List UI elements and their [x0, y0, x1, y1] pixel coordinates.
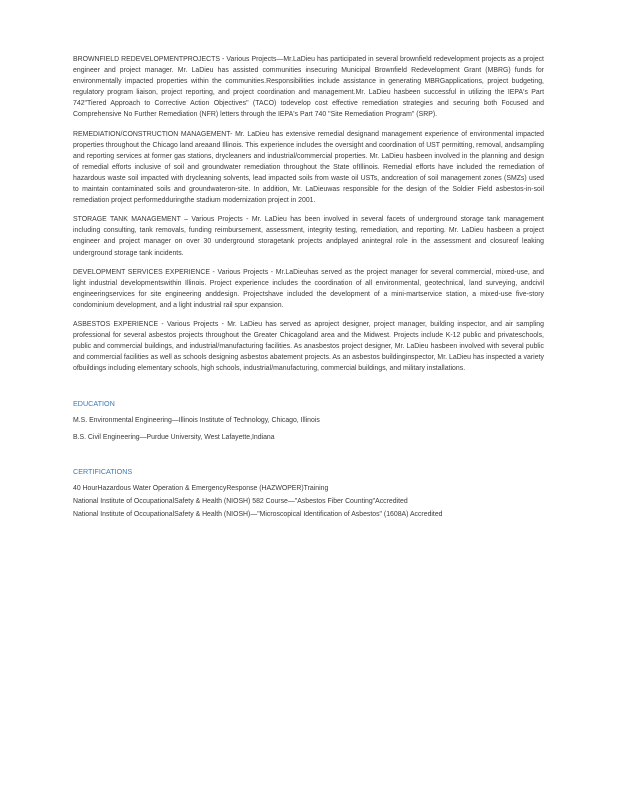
certifications-heading: CERTIFICATIONS [73, 466, 133, 476]
asbestos-paragraph: ASBESTOS EXPERIENCE - Various Projects - Mr. LaDieu has served as aproject designer, project manager, building inspector, and air sampling professional for several asbestos projects throughout the Greater Chicagoland area and the Midwest. Projects include K-12 public and privateschools, public and commercial buildings, and industrial/manufacturing facilities. As anasbestos project designer, Mr. LaDieu hasbeen involved with several public and commercial facilities as well as schools designing asbestos abatement projects. As an asbestos buildinginspector, Mr. LaDieu has inspected a variety ofbuildings including elementary schools, high schools, industrial/manufacturing, commercial buildings, and military installations. [73, 320, 544, 373]
experience-section [73, 54, 544, 374]
storage-tank-paragraph: STORAGE TANK MANAGEMENT – Various Projects - Mr. LaDieu has been involved in several facets of underground storage tank management including consulting, tank removals, funding reimbursement, assessment, integrity testing, remediation, and reporting. Mr. LaDieu hasbeen a project engineer and project manager on over 30 underground storagetank projects andplayed anintegral role in the assessment and closureof leaking underground storage tank incidents. [73, 216, 544, 257]
education-item-bs: B.S. Civil Engineering—Purdue University, West Lafayette,Indiana [73, 433, 275, 441]
certification-item-niosh-582: National Institute of OccupationalSafety & Health (NIOSH) 582 Course—"Asbestos Fiber Counting"Accredited [73, 498, 408, 506]
development-services-paragraph: DEVELOPMENT SERVICES EXPERIENCE - Various Projects - Mr.LaDieuhas served as the project manager for several commercial, mixed-use, and light industrial developmentswithin Illinois. Project experience includes the coordination of all environmental, geotechnical, land surveying, andcivil engineeringservices for site engineering anddesign. Projectshave included the development of a mini-martservice station, a mixed-use five-story condominium development, and a light industrial rail spur expansion. [73, 268, 544, 309]
remediation-paragraph: REMEDIATION/CONSTRUCTION MANAGEMENT- Mr. LaDieu has extensive remedial designand management experience of environmental impacted properties throughout the Chicago land areaand Illinois. This experience includes the oversight and coordination of UST permitting, removal, andsampling and reporting services at former gas stations, drycleaners and industrial/commercial properties. Mr. LaDieu hasbeen involved in the planning and design of remedial efforts inclusive of soil and groundwater remediation throughout the State ofIllinois. Remedial efforts have included the remediation of hazardous waste soil impacted with drycleaning solvents, lead impacted soils from waste oil USTs, andcreation of soil management zones (SMZs) used to maintain contaminated soils and groundwateron-site. In addition, Mr. LaDieuwas responsible for the design of the Soldier Field asbestos-in-soil remediation project performedduringthe stadium modernization project in 2001. [73, 130, 544, 205]
education-section [73, 399, 544, 442]
certification-item-niosh-7400: National Institute of OccupationalSafety & Health (NIOSH)—"Microscopical Identification of Asbestos" (1608A) Accredited [73, 511, 443, 519]
education-item-ms: M.S. Environmental Engineering—Illinois Institute of Technology, Chicago, Illinois [73, 417, 320, 425]
education-heading: EDUCATION [73, 399, 115, 409]
brownfield-paragraph: BROWNFIELD REDEVELOPMENTPROJECTS - Various Projects—Mr.LaDieu has participated in several brownfield redevelopment projects as a project engineer and project manager. Mr. LaDieu has assisted communities insecuring Municipal Brownfield Redevelopment Grant (MBRG) funds for environmentally impacted properties within the communities.Responsibilities include assistance in generating MBRGapplications, project budgeting, regulatory program liaison, project reporting, and project coordination and management.Mr. LaDieu hasbeen successful in utilizing the IEPA's Part 742"Tiered Approach to Corrective Action Objectives" (TACO) todevelop cost effective remediation strategies and securing both Focused and Comprehensive No Further Remediation (NFR) letters through the IEPA's Part 740 "Site Remediation Program" (SRP). [73, 56, 544, 119]
certification-item-hazwoper: 40 HourHazardous Water Operation & EmergencyResponse (HAZWOPER)Training [73, 484, 329, 492]
certifications-section [73, 467, 544, 521]
resume-page [73, 54, 544, 522]
